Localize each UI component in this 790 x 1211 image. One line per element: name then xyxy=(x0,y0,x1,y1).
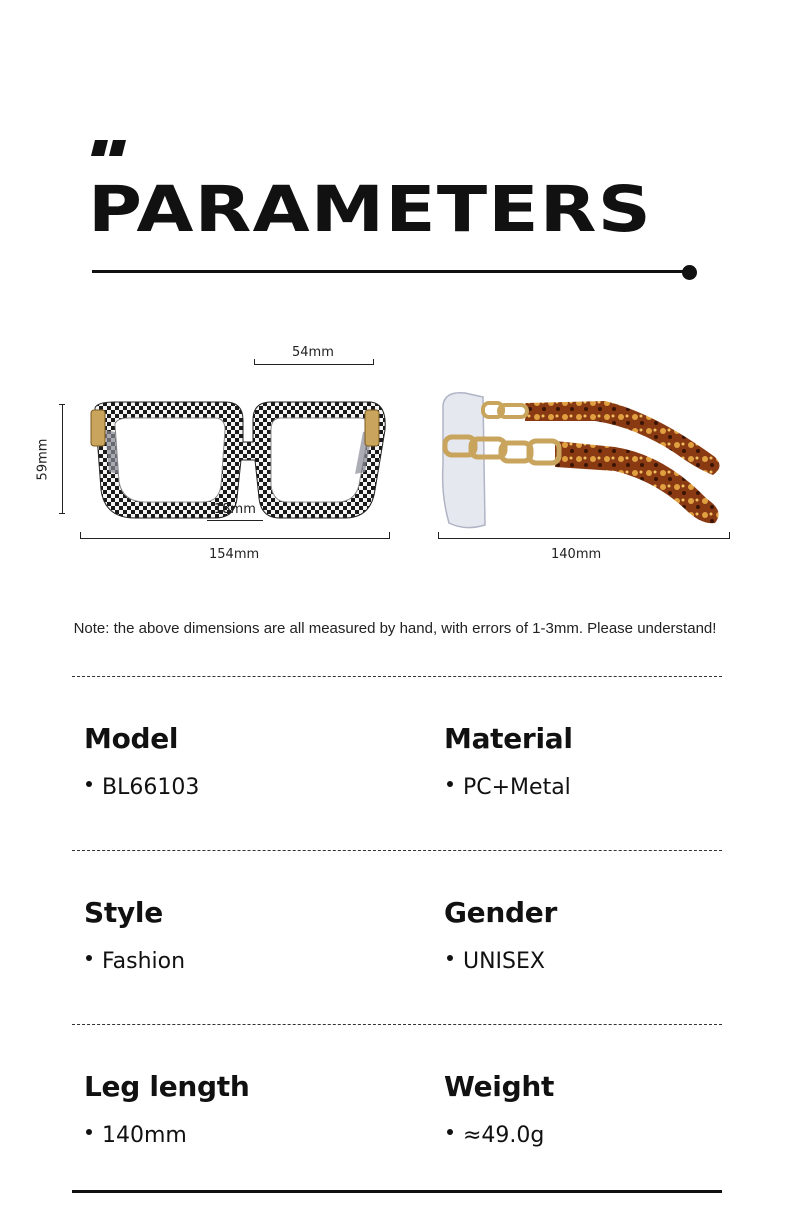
quote-mark-icon xyxy=(91,140,131,158)
spec-value-style xyxy=(86,949,185,974)
spec-label-style: Style xyxy=(84,896,163,929)
lens-height-label: 59mm xyxy=(35,438,51,481)
temple-length-label: 140mm xyxy=(551,547,602,562)
divider xyxy=(72,1024,722,1025)
bullet-icon xyxy=(447,955,453,961)
frame-width-tick-right xyxy=(389,532,390,539)
bridge-line xyxy=(207,520,263,521)
bullet-icon xyxy=(447,781,453,787)
spec-value-leg-length xyxy=(86,1123,187,1148)
spec-label-gender: Gender xyxy=(444,896,557,929)
spec-label-material: Material xyxy=(444,722,573,755)
temple-length-tick-right xyxy=(729,532,730,539)
lens-width-line xyxy=(254,364,374,365)
measurement-note: Note: the above dimensions are all measured by hand, with errors of 1-3mm. Please understand! xyxy=(73,620,717,637)
spec-value-style-text: Fashion xyxy=(102,949,186,974)
glasses-side-view-image xyxy=(435,385,735,535)
frame-width-label: 154mm xyxy=(209,547,260,562)
lens-height-line xyxy=(62,404,63,514)
title-underline xyxy=(92,270,687,273)
lens-height-tick-bottom xyxy=(59,513,65,514)
spec-label-weight: Weight xyxy=(444,1070,555,1103)
spec-value-material-text: PC+Metal xyxy=(463,775,571,800)
spec-value-gender-text: UNISEX xyxy=(463,949,545,974)
bullet-icon xyxy=(86,955,92,961)
temple-length-tick-left xyxy=(438,532,439,539)
lens-height-tick-top xyxy=(59,404,65,405)
page-title: PARAMETERS xyxy=(88,173,652,246)
frame-width-line xyxy=(80,538,390,539)
spec-value-material xyxy=(447,775,571,800)
divider xyxy=(72,676,722,677)
spec-value-weight-text: ≈49.0g xyxy=(463,1123,545,1148)
bullet-icon xyxy=(86,781,92,787)
spec-label-leg-length: Leg length xyxy=(84,1070,250,1103)
spec-value-leg-length-text: 140mm xyxy=(102,1123,187,1148)
lens-width-label: 54mm xyxy=(292,345,334,360)
frame-width-tick-left xyxy=(80,532,81,539)
lens-width-tick-right xyxy=(373,359,374,365)
bullet-icon xyxy=(447,1129,453,1135)
bullet-icon xyxy=(86,1129,92,1135)
spec-value-gender xyxy=(447,949,545,974)
spec-label-model: Model xyxy=(84,722,179,755)
bridge-label: 18mm xyxy=(214,502,256,517)
title-underline-dot xyxy=(682,265,697,280)
lens-width-tick-left xyxy=(254,359,255,365)
spec-value-model xyxy=(86,775,199,800)
bottom-rule xyxy=(72,1190,722,1193)
spec-value-model-text: BL66103 xyxy=(102,775,200,800)
temple-length-line xyxy=(438,538,730,539)
divider xyxy=(72,850,722,851)
spec-value-weight xyxy=(447,1123,544,1148)
